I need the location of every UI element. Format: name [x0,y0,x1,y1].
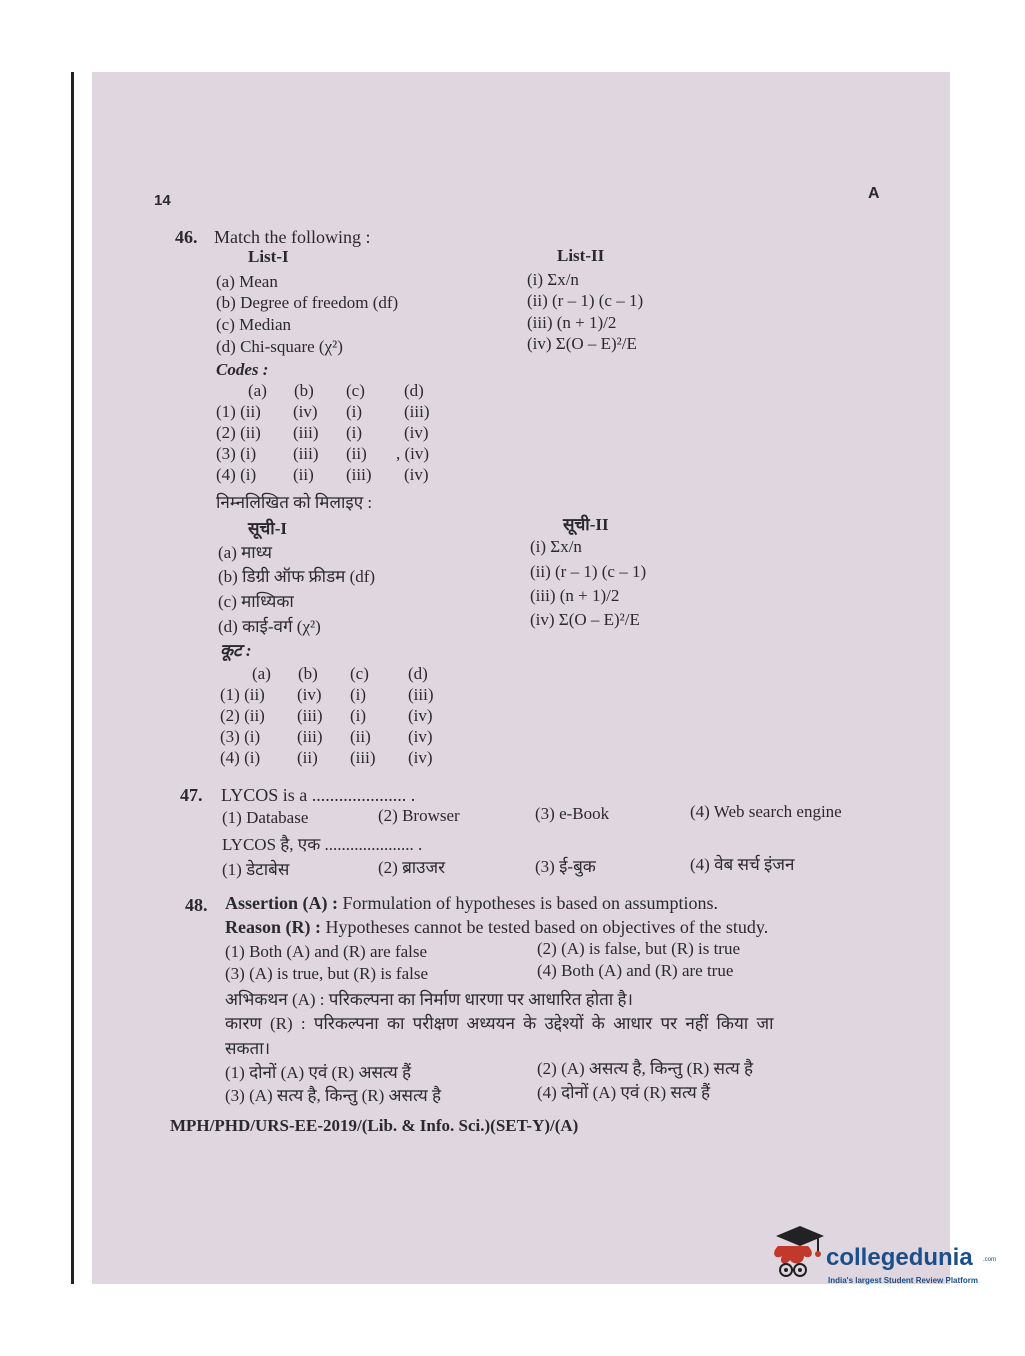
q48-option: (4) Both (A) and (R) are true [537,961,734,980]
list1-item: (d) Chi-square (χ²) [216,337,343,356]
hi-codes-header-row [0,664,500,684]
q46-stem: Match the following : [214,227,371,247]
code-cell: , (iv) [396,444,430,463]
list1-item: (b) Degree of freedom (df) [216,293,399,312]
code-cell: (3) (i) [220,727,261,746]
code-cell: (iv) [293,402,318,421]
list1-item: (c) Median [216,315,292,334]
assertion-text: Formulation of hypotheses is based on assumptions. [342,893,718,913]
q48-hi-option: (3) (A) सत्य है, किन्तु (R) असत्य है [225,1086,442,1105]
q48-hi-option: (1) दोनों (A) एवं (R) असत्य हैं [225,1063,412,1082]
q48-hi-reason-cont: सकता। [225,1039,271,1058]
list2-item: (ii) (r – 1) (c – 1) [527,291,644,310]
code-cell: (i) [350,706,367,725]
q47-option: (2) Browser [378,806,460,825]
code-col-head: (c) [350,664,369,683]
q46-list2-head: List-II [557,246,605,265]
assertion-label: Assertion (A) : [225,893,338,913]
code-cell: (i) [346,402,363,421]
code-row [0,423,500,443]
q47-option: (4) Web search engine [690,802,842,821]
code-col-head: (d) [404,381,424,400]
collegedunia-logo [768,1224,998,1309]
code-col-head: (d) [408,664,428,683]
code-col-head: (b) [298,664,318,683]
code-cell: (iii) [293,423,319,442]
code-cell: (2) (ii) [216,423,261,442]
page-number: 14 [154,192,171,209]
q48-hi-reason: कारण (R) : परिकल्पना का परीक्षण अध्ययन के उद्देश्यों के आधार पर नहीं किया जा [225,1014,774,1033]
q48-option: (1) Both (A) and (R) are false [225,942,428,961]
code-row [0,444,500,464]
q48-option: (2) (A) is false, but (R) is true [537,939,741,958]
q46-hi-stem: निम्नलिखित को मिलाइए : [216,493,373,512]
code-cell: (i) [350,685,367,704]
code-cell: (iii) [404,402,430,421]
q46-list1-head: List-I [248,247,289,266]
logo-dotcom: .com [983,1257,997,1263]
codes-label: Codes : [216,360,269,379]
set-letter: A [868,185,880,202]
paper-code-footer: MPH/PHD/URS-EE-2019/(Lib. & Info. Sci.)(SET-Y)/(A) [170,1116,579,1135]
q47-option: (1) Database [222,808,309,827]
code-cell: (3) (i) [216,444,257,463]
code-cell: (i) [346,423,363,442]
code-col-head: (b) [294,381,314,400]
code-cell: (iii) [408,685,434,704]
hi-list1-item: (c) माध्यिका [218,592,294,611]
q47-stem: LYCOS is a ..................... . [221,785,416,805]
code-cell: (iv) [408,706,433,725]
hi-list1-item: (a) माध्य [218,543,272,562]
code-cell: (4) (i) [216,465,257,484]
code-cell: (iii) [297,727,323,746]
code-cell: (ii) [350,727,371,746]
code-cell: (4) (i) [220,748,261,767]
code-cell: (ii) [297,748,318,767]
code-cell: (ii) [346,444,367,463]
q47-hi-option: (1) डेटाबेस [222,860,290,879]
code-cell: (iv) [297,685,322,704]
code-cell: (iii) [346,465,372,484]
q47-hi-option: (2) ब्राउजर [378,858,446,877]
hi-list2-item: (ii) (r – 1) (c – 1) [530,562,647,581]
hi-list2-item: (i) Σx/n [530,537,582,556]
logo-wordmark: collegedunia [826,1244,973,1271]
q48-number: 48. [185,895,208,915]
q47-hi-option: (4) वेब सर्च इंजन [690,855,795,874]
q46-number: 46. [175,227,198,247]
reason-text: Hypotheses cannot be tested based on objectives of the study. [325,917,769,937]
codes-header-row [0,381,500,401]
q48-option: (3) (A) is true, but (R) is false [225,964,429,983]
list1-item: (a) Mean [216,272,278,291]
code-cell: (iv) [408,727,433,746]
q48-hi-option: (2) (A) असत्य है, किन्तु (R) सत्य है [537,1059,754,1078]
hi-list2-item: (iv) Σ(O – E)²/E [530,610,640,629]
q48-hi-assertion: अभिकथन (A) : परिकल्पना का निर्माण धारणा पर आधारित होता है। [225,990,633,1009]
logo-tagline: India's largest Student Review Platform [828,1276,978,1285]
list2-item: (iv) Σ(O – E)²/E [527,334,637,353]
hi-list2-item: (iii) (n + 1)/2 [530,586,620,605]
q47-option: (3) e-Book [535,804,610,823]
list2-item: (i) Σx/n [527,270,579,289]
hi-code-row [0,727,500,747]
q47-number: 47. [180,785,203,805]
code-row [0,402,500,422]
code-cell: (iv) [404,465,429,484]
code-cell: (iii) [293,444,319,463]
q47-hi-stem: LYCOS है, एक ..................... . [222,835,423,854]
code-cell: (iv) [408,748,433,767]
q48-hi-option: (4) दोनों (A) एवं (R) सत्य हैं [537,1083,711,1102]
code-cell: (1) (ii) [220,685,265,704]
code-cell: (ii) [293,465,314,484]
hi-code-row [0,706,500,726]
code-cell: (iii) [350,748,376,767]
q46-hi-list2-head: सूची-II [563,515,609,534]
q48-assertion-line [225,893,718,914]
reason-label: Reason (R) : [225,917,321,937]
hi-list1-item: (b) डिग्री ऑफ फ्रीडम (df) [218,567,376,586]
hi-code-row [0,685,500,705]
code-cell: (2) (ii) [220,706,265,725]
code-col-head: (a) [248,381,267,400]
code-col-head: (a) [252,664,271,683]
code-col-head: (c) [346,381,365,400]
mascot-icon [768,1224,828,1294]
list2-item: (iii) (n + 1)/2 [527,313,617,332]
code-row [0,465,500,485]
hi-code-row [0,748,500,768]
q48-reason-line [225,917,768,938]
hi-codes-label: कूट : [220,641,252,660]
code-cell: (1) (ii) [216,402,261,421]
q46-hi-list1-head: सूची-I [248,519,287,538]
hi-list1-item: (d) काई-वर्ग (χ²) [218,617,321,636]
q47-hi-option: (3) ई-बुक [535,857,596,876]
code-cell: (iv) [404,423,429,442]
code-cell: (iii) [297,706,323,725]
